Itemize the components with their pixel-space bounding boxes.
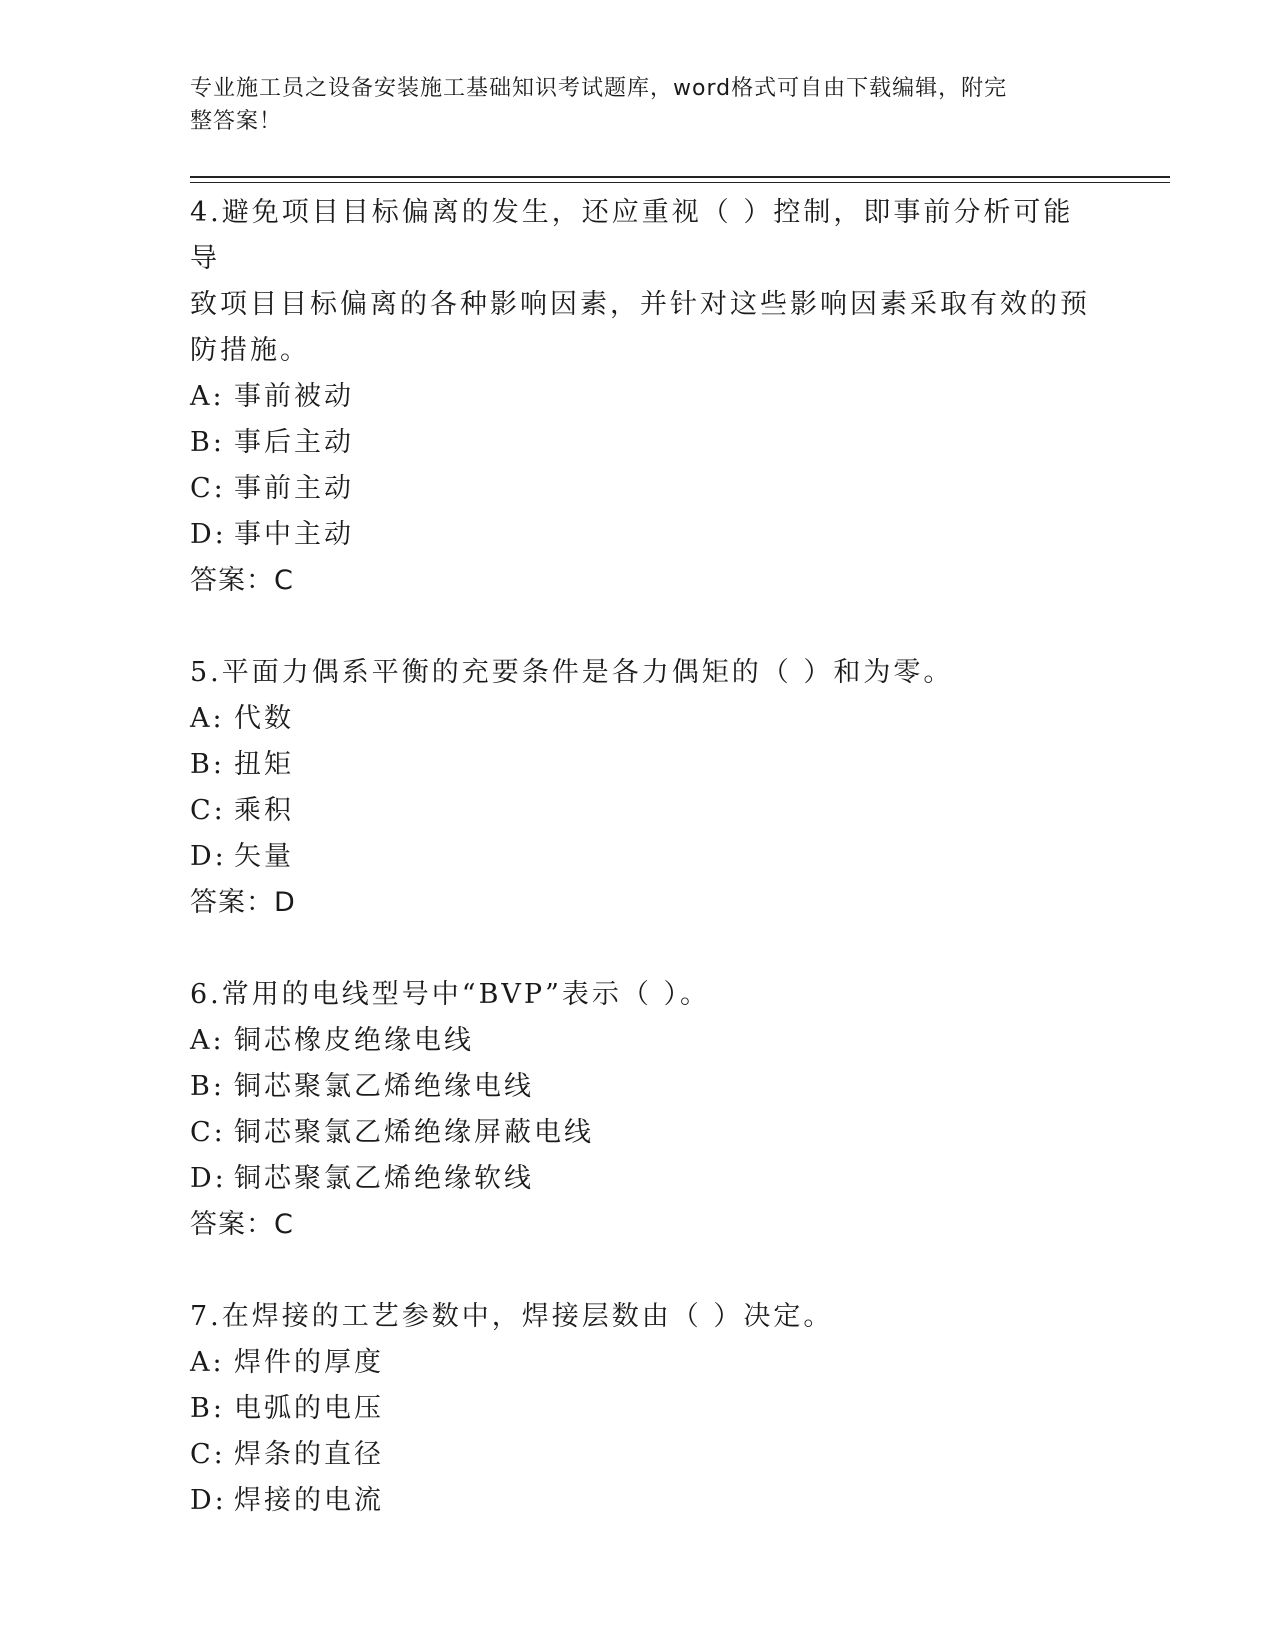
option-a	[190, 1340, 1090, 1386]
option-key: B:	[190, 427, 225, 458]
option-key: D:	[190, 519, 227, 550]
question-item	[190, 972, 1090, 1248]
option-text: 扭矩	[234, 749, 294, 780]
question-item	[190, 1294, 1090, 1524]
option-key: B:	[190, 1393, 225, 1424]
option-text: 电弧的电压	[234, 1393, 384, 1424]
option-text: 焊条的直径	[234, 1439, 384, 1470]
option-a	[190, 696, 1090, 742]
question-stem-line: 4.避免项目目标偏离的发生，还应重视（ ）控制，即事前分析可能导	[190, 197, 1074, 274]
option-d	[190, 1156, 1090, 1202]
header-divider-thin	[190, 182, 1170, 183]
option-c	[190, 1110, 1090, 1156]
option-text: 乘积	[234, 795, 294, 826]
option-b	[190, 1064, 1090, 1110]
option-text: 事后主动	[234, 427, 354, 458]
option-key: B:	[190, 1071, 225, 1102]
question-item	[190, 190, 1090, 604]
option-text: 焊件的厚度	[234, 1347, 384, 1378]
option-b	[190, 420, 1090, 466]
option-key: D:	[190, 841, 227, 872]
option-key: C:	[190, 1439, 226, 1470]
question-item	[190, 650, 1090, 926]
option-b	[190, 1386, 1090, 1432]
document-header	[190, 72, 1070, 138]
option-c	[190, 466, 1090, 512]
option-text: 事前主动	[234, 473, 354, 504]
option-key: A:	[190, 381, 225, 412]
option-text: 铜芯聚氯乙烯绝缘软线	[234, 1163, 534, 1194]
option-key: A:	[190, 1025, 225, 1056]
option-text: 代数	[234, 703, 294, 734]
option-text: 事前被动	[234, 381, 354, 412]
header-line-2: 整答案！	[190, 109, 283, 134]
question-stem-line: 7.在焊接的工艺参数中，焊接层数由（ ）决定。	[190, 1301, 834, 1332]
option-a	[190, 374, 1090, 420]
option-key: D:	[190, 1485, 227, 1516]
option-key: C:	[190, 1117, 226, 1148]
option-text: 铜芯橡皮绝缘电线	[234, 1025, 474, 1056]
option-text: 矢量	[234, 841, 294, 872]
option-text: 事中主动	[234, 519, 354, 550]
option-key: B:	[190, 749, 225, 780]
question-stem-line: 6.常用的电线型号中“BVP”表示（ ）。	[190, 979, 710, 1010]
header-line-1: 专业施工员之设备安装施工基础知识考试题库，word格式可自由下载编辑，附完	[190, 76, 1008, 101]
option-b	[190, 742, 1090, 788]
option-c	[190, 1432, 1090, 1478]
option-a	[190, 1018, 1090, 1064]
question-list	[190, 190, 1090, 1570]
option-key: A:	[190, 703, 225, 734]
answer-line: 答案：C	[190, 565, 294, 596]
question-stem-line: 致项目目标偏离的各种影响因素，并针对这些影响因素采取有效的预	[190, 289, 1090, 320]
option-text: 铜芯聚氯乙烯绝缘电线	[234, 1071, 534, 1102]
answer-line: 答案：C	[190, 1209, 294, 1240]
question-stem-line: 防措施。	[190, 335, 310, 366]
question-stem-line: 5.平面力偶系平衡的充要条件是各力偶矩的（ ）和为零。	[190, 657, 954, 688]
option-key: D:	[190, 1163, 227, 1194]
option-text: 焊接的电流	[234, 1485, 384, 1516]
option-key: C:	[190, 473, 226, 504]
header-divider-thick	[190, 176, 1170, 178]
option-key: C:	[190, 795, 226, 826]
option-d	[190, 834, 1090, 880]
option-text: 铜芯聚氯乙烯绝缘屏蔽电线	[234, 1117, 594, 1148]
option-d	[190, 1478, 1090, 1524]
option-c	[190, 788, 1090, 834]
option-key: A:	[190, 1347, 225, 1378]
option-d	[190, 512, 1090, 558]
answer-line: 答案：D	[190, 887, 296, 918]
